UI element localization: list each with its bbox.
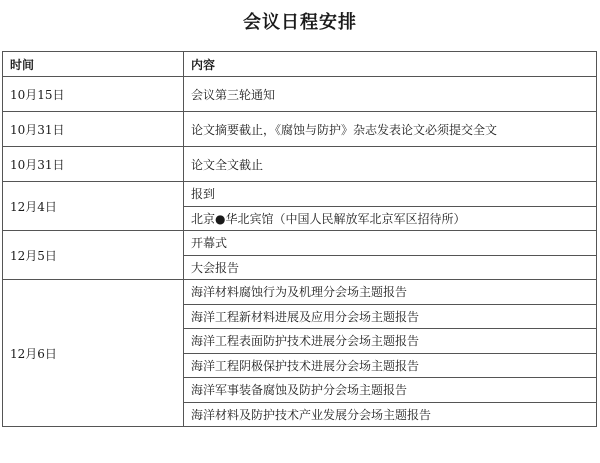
content-cell: 海洋材料腐蚀行为及机理分会场主题报告 xyxy=(184,280,597,305)
header-time: 时间 xyxy=(3,52,184,77)
date-cell: 12月5日 xyxy=(3,231,184,280)
table-row xyxy=(3,182,597,207)
content-cell: 论文全文截止 xyxy=(184,147,597,182)
date-cell: 12月4日 xyxy=(3,182,184,231)
content-cell: 海洋工程阴极保护技术进展分会场主题报告 xyxy=(184,353,597,378)
header-content: 内容 xyxy=(184,52,597,77)
content-cell: 海洋工程新材料进展及应用分会场主题报告 xyxy=(184,304,597,329)
table-row xyxy=(3,280,597,305)
content-cell: 开幕式 xyxy=(184,231,597,256)
table-row xyxy=(3,112,597,147)
date-cell: 12月6日 xyxy=(3,280,184,427)
table-row xyxy=(3,147,597,182)
content-cell: 报到 xyxy=(184,182,597,207)
content-cell: 会议第三轮通知 xyxy=(184,77,597,112)
page-title: 会议日程安排 xyxy=(243,12,357,33)
date-cell: 10月31日 xyxy=(3,112,184,147)
content-cell: 大会报告 xyxy=(184,255,597,280)
schedule-table xyxy=(2,51,597,427)
content-cell: 海洋工程表面防护技术进展分会场主题报告 xyxy=(184,329,597,354)
date-cell: 10月31日 xyxy=(3,147,184,182)
table-row xyxy=(3,231,597,256)
content-cell: 北京●华北宾馆（中国人民解放军北京军区招待所） xyxy=(184,206,597,231)
content-cell: 海洋材料及防护技术产业发展分会场主题报告 xyxy=(184,402,597,427)
table-row xyxy=(3,77,597,112)
date-cell: 10月15日 xyxy=(3,77,184,112)
table-header-row xyxy=(3,52,597,77)
content-cell: 论文摘要截止，《腐蚀与防护》杂志发表论文必须提交全文 xyxy=(184,112,597,147)
content-cell: 海洋军事装备腐蚀及防护分会场主题报告 xyxy=(184,378,597,403)
